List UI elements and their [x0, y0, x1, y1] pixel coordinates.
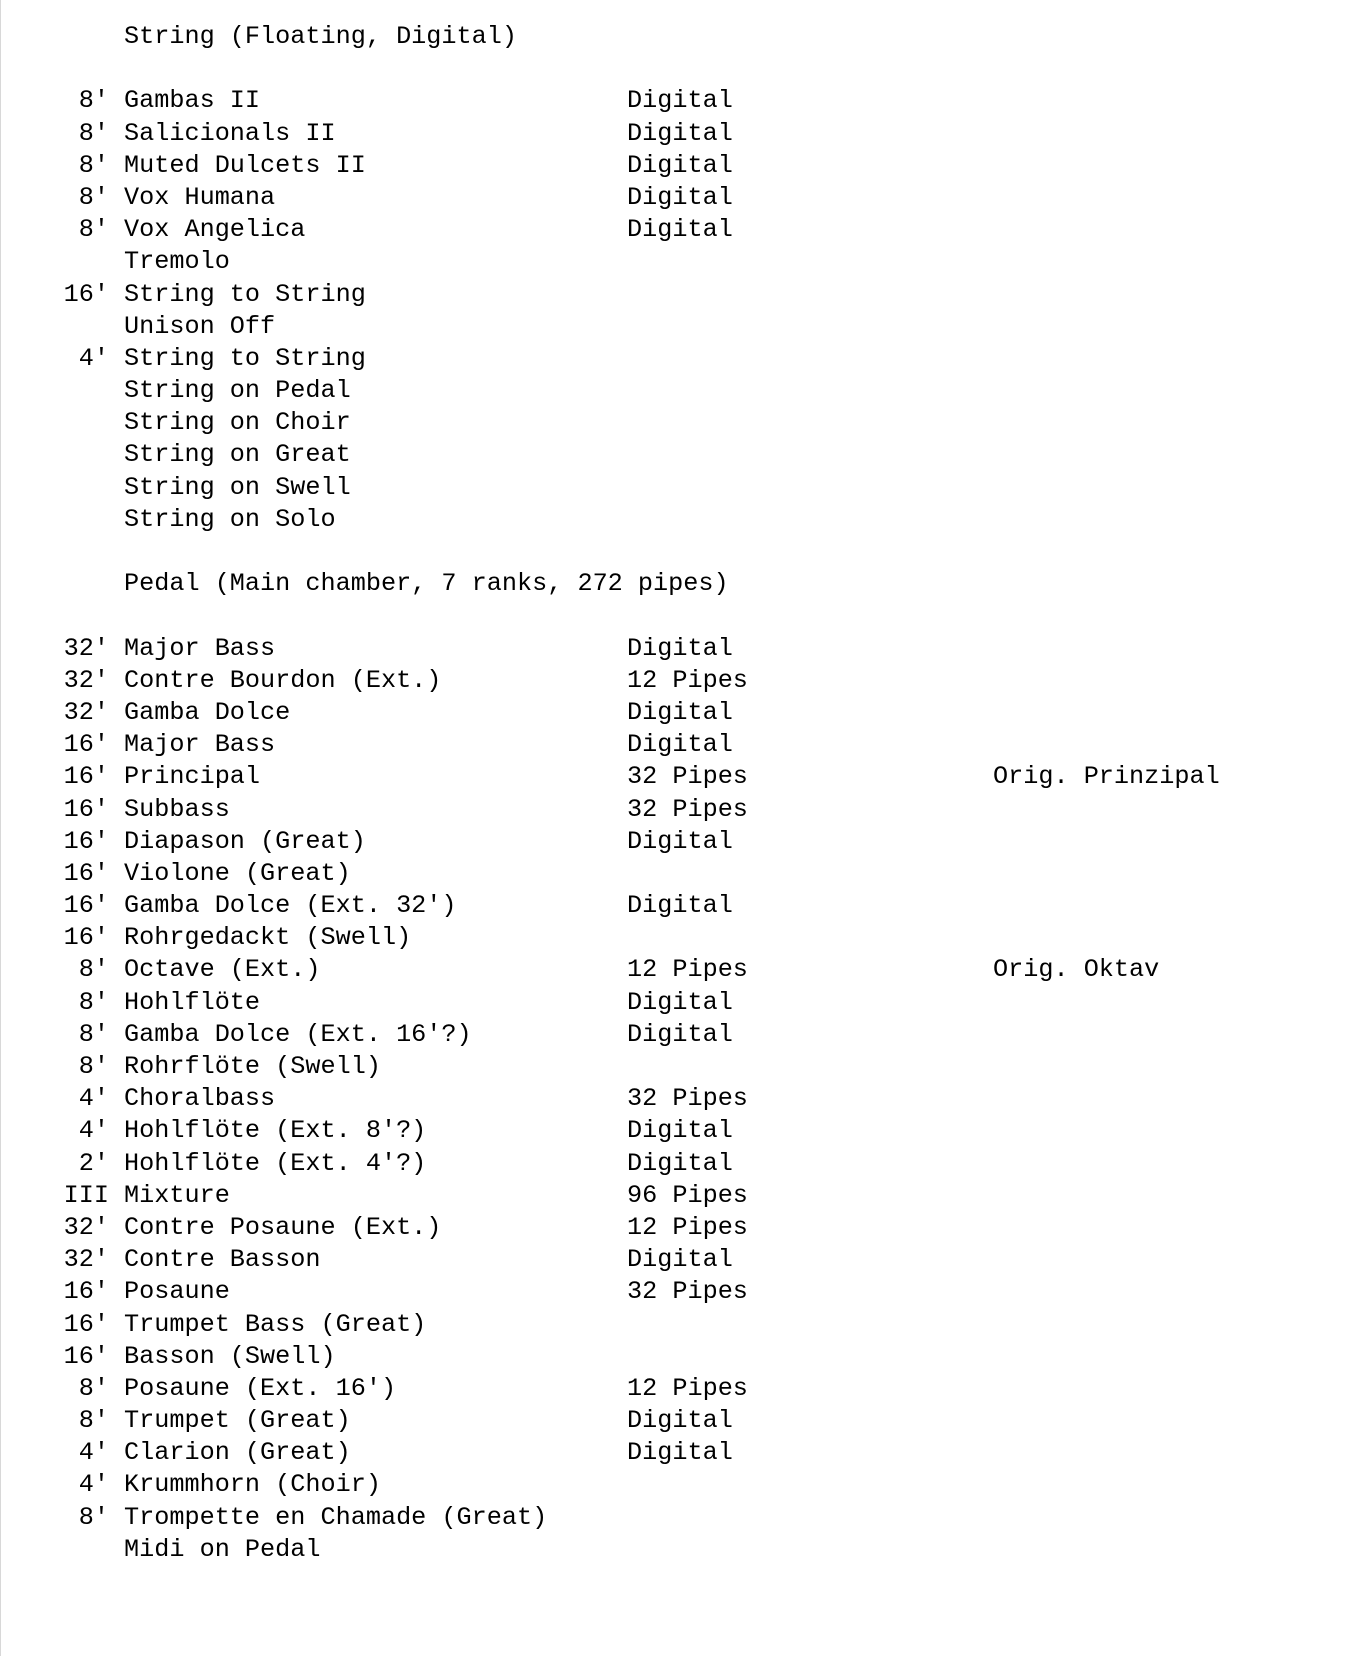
stop-row: [0, 407, 1345, 439]
stop-name: Salicionals II: [124, 118, 336, 148]
stop-row: [0, 794, 1345, 826]
stop-pitch: 16': [63, 1309, 109, 1339]
stop-name: Basson (Swell): [124, 1341, 336, 1371]
stop-pitch: 32': [63, 633, 109, 663]
stop-name: Mixture: [124, 1180, 230, 1210]
stop-pitch: 2': [78, 1148, 109, 1178]
stop-row: [0, 1244, 1345, 1276]
stop-row: [0, 761, 1345, 793]
stop-row: [0, 279, 1345, 311]
stop-row: [0, 85, 1345, 117]
blank-line: [0, 53, 1345, 85]
stop-row: [0, 890, 1345, 922]
stop-row: [0, 1341, 1345, 1373]
stop-source: 32 Pipes: [627, 762, 748, 792]
blank-line: [0, 536, 1345, 568]
stop-row: [0, 1051, 1345, 1083]
stop-name: String on Choir: [124, 408, 351, 438]
stop-name: Violone (Great): [124, 858, 351, 888]
stop-row: [0, 1469, 1345, 1501]
stop-row: [0, 697, 1345, 729]
stop-source: 12 Pipes: [627, 1212, 748, 1242]
stop-row: [0, 504, 1345, 536]
stop-pitch: 16': [63, 279, 109, 309]
stop-source: Digital: [627, 1148, 733, 1178]
stop-pitch: 16': [63, 794, 109, 824]
stop-pitch: 32': [63, 697, 109, 727]
section-title: [0, 568, 1345, 600]
stop-row: [0, 150, 1345, 182]
stop-pitch: 4': [78, 1438, 109, 1468]
blank-line: [0, 600, 1345, 632]
stop-row: [0, 826, 1345, 858]
stop-pitch: 16': [63, 826, 109, 856]
stop-row: [0, 1405, 1345, 1437]
stop-name: Vox Angelica: [124, 215, 306, 245]
stop-pitch: 16': [63, 923, 109, 953]
stop-row: [0, 1148, 1345, 1180]
stop-name: Subbass: [124, 794, 230, 824]
stop-row: [0, 633, 1345, 665]
stop-row: [0, 1083, 1345, 1115]
stop-name: Major Bass: [124, 730, 276, 760]
stop-pitch: 16': [63, 891, 109, 921]
stop-name: String on Pedal: [124, 376, 351, 406]
stop-pitch: 4': [78, 1116, 109, 1146]
stop-source: 12 Pipes: [627, 955, 748, 985]
stop-row: [0, 954, 1345, 986]
stop-name: Gambas II: [124, 86, 261, 116]
stop-name: Gamba Dolce: [124, 697, 291, 727]
stop-name: Gamba Dolce (Ext. 16'?): [124, 1019, 472, 1049]
stop-pitch: 32': [63, 1212, 109, 1242]
stop-pitch: 8': [78, 1373, 109, 1403]
stop-row: [0, 439, 1345, 471]
stop-source: 32 Pipes: [627, 794, 748, 824]
stop-source: 12 Pipes: [627, 1373, 748, 1403]
stop-pitch: 8': [78, 955, 109, 985]
stop-name: Tremolo: [124, 247, 230, 277]
stop-row: [0, 987, 1345, 1019]
stop-name: Rohrflöte (Swell): [124, 1052, 381, 1081]
stop-pitch: 8': [78, 215, 109, 245]
stop-name: Rohrgedackt (Swell): [124, 923, 412, 953]
stop-name: Contre Posaune (Ext.): [124, 1212, 442, 1242]
stop-pitch: 16': [63, 1277, 109, 1307]
stop-source: Digital: [627, 1406, 733, 1436]
stop-name: Muted Dulcets II: [124, 150, 366, 180]
stop-row: [0, 472, 1345, 504]
stop-row: [0, 246, 1345, 278]
stop-pitch: 16': [63, 730, 109, 760]
stop-source: Digital: [627, 987, 733, 1017]
stop-row: [0, 1309, 1345, 1341]
stop-row: [0, 1212, 1345, 1244]
stop-name: Trompette en Chamade (Great): [124, 1502, 548, 1532]
stop-row: [0, 729, 1345, 761]
stop-name: Principal: [124, 762, 261, 792]
stop-name: Trumpet (Great): [124, 1406, 351, 1436]
stop-pitch: 8': [78, 150, 109, 180]
section-title-text: String (Floating, Digital): [124, 22, 517, 51]
stop-row: [0, 1534, 1345, 1566]
stop-source: 32 Pipes: [627, 1277, 748, 1307]
stop-name: Hohlflöte (Ext. 4'?): [124, 1148, 427, 1178]
stop-name: Contre Basson: [124, 1245, 321, 1275]
stop-row: [0, 1373, 1345, 1405]
stop-pitch: 8': [78, 987, 109, 1017]
stop-row: [0, 1437, 1345, 1469]
stop-pitch: 4': [78, 343, 109, 373]
stop-row: [0, 311, 1345, 343]
stop-pitch: 8': [78, 182, 109, 212]
stop-source: Digital: [627, 891, 733, 921]
stop-row: [0, 1019, 1345, 1051]
stop-pitch: 4': [78, 1084, 109, 1114]
stop-source: Digital: [627, 826, 733, 856]
stop-source: Digital: [627, 150, 733, 180]
stop-pitch: 8': [78, 1502, 109, 1532]
stop-name: Midi on Pedal: [124, 1534, 321, 1564]
stop-name: Diapason (Great): [124, 826, 366, 856]
stop-name: Major Bass: [124, 633, 276, 663]
stop-pitch: 32': [63, 665, 109, 695]
stop-name: Posaune: [124, 1277, 230, 1307]
stop-name: Gamba Dolce (Ext. 32'): [124, 891, 457, 921]
stop-source: Digital: [627, 182, 733, 212]
stop-row: [0, 665, 1345, 697]
stop-name: Choralbass: [124, 1084, 276, 1114]
stop-pitch: 16': [63, 762, 109, 792]
stop-row: [0, 922, 1345, 954]
stop-pitch: 8': [78, 1052, 109, 1081]
stop-name: String to String: [124, 279, 366, 309]
stop-pitch: 16': [63, 858, 109, 888]
stop-row: [0, 1276, 1345, 1308]
stop-row: [0, 858, 1345, 890]
stop-row: [0, 1115, 1345, 1147]
stop-pitch: 8': [78, 1406, 109, 1436]
stop-source: 12 Pipes: [627, 665, 748, 695]
section-title-text: Pedal (Main chamber, 7 ranks, 272 pipes): [124, 569, 729, 599]
stop-row: [0, 375, 1345, 407]
stop-name: Hohlflöte: [124, 987, 261, 1017]
stop-row: [0, 214, 1345, 246]
stop-source: Digital: [627, 215, 733, 245]
stop-source: 96 Pipes: [627, 1180, 748, 1210]
stop-name: Trumpet Bass (Great): [124, 1309, 427, 1339]
stop-name: String on Great: [124, 440, 351, 470]
stop-name: Krummhorn (Choir): [124, 1470, 381, 1500]
stop-name: Hohlflöte (Ext. 8'?): [124, 1116, 427, 1146]
stop-name: Contre Bourdon (Ext.): [124, 665, 442, 695]
stop-source: Digital: [627, 633, 733, 663]
stop-note: Orig. Prinzipal: [993, 762, 1220, 792]
stop-name: Octave (Ext.): [124, 955, 321, 985]
stop-pitch: 8': [78, 118, 109, 148]
stop-pitch: 32': [63, 1245, 109, 1275]
stop-source: Digital: [627, 1019, 733, 1049]
stop-source: Digital: [627, 1438, 733, 1468]
stop-name: Clarion (Great): [124, 1438, 351, 1468]
stop-source: Digital: [627, 118, 733, 148]
stop-row: [0, 1502, 1345, 1534]
stoplist-document: [0, 21, 1345, 1566]
stop-name: String to String: [124, 343, 366, 373]
stop-name: Vox Humana: [124, 182, 276, 212]
stop-name: String on Solo: [124, 504, 336, 534]
stop-name: Unison Off: [124, 311, 276, 341]
stop-name: Posaune (Ext. 16'): [124, 1373, 397, 1403]
stop-note: Orig. Oktav: [993, 955, 1160, 985]
stop-pitch: 8': [78, 86, 109, 116]
stop-source: Digital: [627, 1116, 733, 1146]
stop-pitch: 16': [63, 1341, 109, 1371]
stop-row: [0, 1180, 1345, 1212]
stop-source: Digital: [627, 730, 733, 760]
stop-pitch: 4': [78, 1470, 109, 1500]
section-title: [0, 21, 1345, 53]
stop-source: Digital: [627, 1245, 733, 1275]
stop-row: [0, 343, 1345, 375]
stop-row: [0, 182, 1345, 214]
stop-source: Digital: [627, 697, 733, 727]
stop-row: [0, 118, 1345, 150]
stop-name: String on Swell: [124, 472, 351, 502]
stop-pitch: III: [63, 1180, 109, 1210]
stop-pitch: 8': [78, 1019, 109, 1049]
stop-source: 32 Pipes: [627, 1084, 748, 1114]
stop-source: Digital: [627, 86, 733, 116]
